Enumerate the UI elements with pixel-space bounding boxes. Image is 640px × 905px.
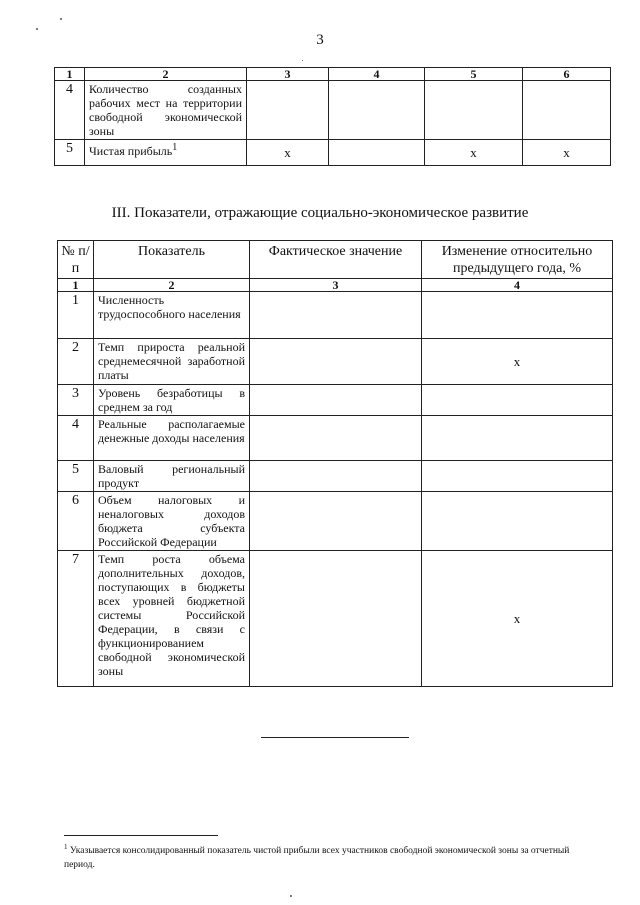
table-col-numbers-row [58, 279, 613, 292]
header-actual: Фактическое значение [250, 241, 422, 279]
col-number: 3 [250, 279, 422, 292]
col-number: 3 [247, 68, 329, 81]
table-row [55, 140, 611, 166]
cell-change [422, 416, 613, 461]
row-label-text: Чистая прибыль [89, 144, 173, 158]
cell-value [329, 81, 425, 140]
col-number: 6 [523, 68, 611, 81]
table-header-row [55, 68, 611, 81]
row-number: 5 [58, 461, 94, 492]
header-change: Изменение относительно предыдущего года, % [422, 241, 613, 279]
col-number: 4 [329, 68, 425, 81]
footnote-ref: 1 [172, 142, 178, 153]
cell-actual [250, 292, 422, 339]
row-label [94, 292, 250, 339]
table-header-row [58, 241, 613, 279]
col-number: 2 [85, 68, 247, 81]
cell-actual [250, 416, 422, 461]
row-number: 3 [58, 385, 94, 416]
row-label [94, 339, 250, 385]
footnote-mark: 1 [64, 843, 68, 851]
table-row [58, 492, 613, 551]
cell-change [422, 492, 613, 551]
cell-change [422, 385, 613, 416]
cell-actual [250, 492, 422, 551]
cell-change: х [422, 339, 613, 385]
cell-change [422, 292, 613, 339]
row-number: 1 [58, 292, 94, 339]
table-row [58, 461, 613, 492]
cell-value [329, 140, 425, 166]
scan-speck [36, 28, 38, 30]
cell-value [425, 81, 523, 140]
table-row [58, 416, 613, 461]
row-label-text: Объем налоговых и неналоговых доходов бюджета субъекта Российской Федерации [98, 493, 245, 549]
row-label [94, 551, 250, 687]
page-number: 3 [316, 32, 324, 48]
scan-speck [302, 60, 303, 61]
cell-actual [250, 461, 422, 492]
row-label-text: Валовый региональный продукт [98, 462, 245, 490]
row-number: 2 [58, 339, 94, 385]
table-row [58, 385, 613, 416]
col-number: 1 [55, 68, 85, 81]
row-number: 5 [55, 140, 85, 166]
row-label-text: Уровень безработицы в среднем за год [98, 386, 245, 414]
cell-actual [250, 339, 422, 385]
col-number: 1 [58, 279, 94, 292]
row-number: 4 [58, 416, 94, 461]
col-number: 5 [425, 68, 523, 81]
row-label [94, 461, 250, 492]
col-number: 2 [94, 279, 250, 292]
row-label [94, 385, 250, 416]
row-label-text: Численность трудоспособного населения [98, 293, 241, 321]
row-number: 4 [55, 81, 85, 140]
cell-change [422, 461, 613, 492]
header-indicator: Показатель [94, 241, 250, 279]
table-continuation [54, 67, 611, 166]
scan-speck [290, 895, 292, 897]
footnote [64, 840, 594, 872]
row-number: 6 [58, 492, 94, 551]
row-label [85, 81, 247, 140]
row-label [94, 492, 250, 551]
cell-value: х [247, 140, 329, 166]
row-label-text: Темп роста объема дополнительных доходов, поступающих в бюджеты всех уровней бюджетной системы Российской Федерации, в связи с функционированием свободной экономической зоны [98, 552, 245, 678]
row-label-text: Темп прироста реальной среднемесячной заработной платы [98, 340, 245, 382]
scan-speck [60, 18, 62, 20]
table-row [58, 292, 613, 339]
cell-change: х [422, 551, 613, 687]
table-row [55, 81, 611, 140]
end-divider-line [261, 737, 409, 738]
footnote-divider [64, 835, 218, 836]
col-number: 4 [422, 279, 613, 292]
cell-value: х [425, 140, 523, 166]
cell-value: х [523, 140, 611, 166]
table-row [58, 551, 613, 687]
cell-value [247, 81, 329, 140]
header-num: № п/п [58, 241, 94, 279]
cell-value [523, 81, 611, 140]
row-label-text: Количество созданных рабочих мест на территории свободной экономической зоны [89, 82, 242, 138]
row-label-text: Реальные располагаемые денежные доходы населения [98, 417, 245, 445]
cell-actual [250, 551, 422, 687]
indicators-table [57, 240, 613, 687]
row-label [85, 140, 247, 166]
row-number: 7 [58, 551, 94, 687]
row-label [94, 416, 250, 461]
section-title: III. Показатели, отражающие социально-экономическое развитие [111, 205, 529, 221]
table-row [58, 339, 613, 385]
cell-actual [250, 385, 422, 416]
footnote-text: Указывается консолидированный показатель чистой прибыли всех участников свободной экономической зоны за отчетный период. [64, 846, 570, 871]
